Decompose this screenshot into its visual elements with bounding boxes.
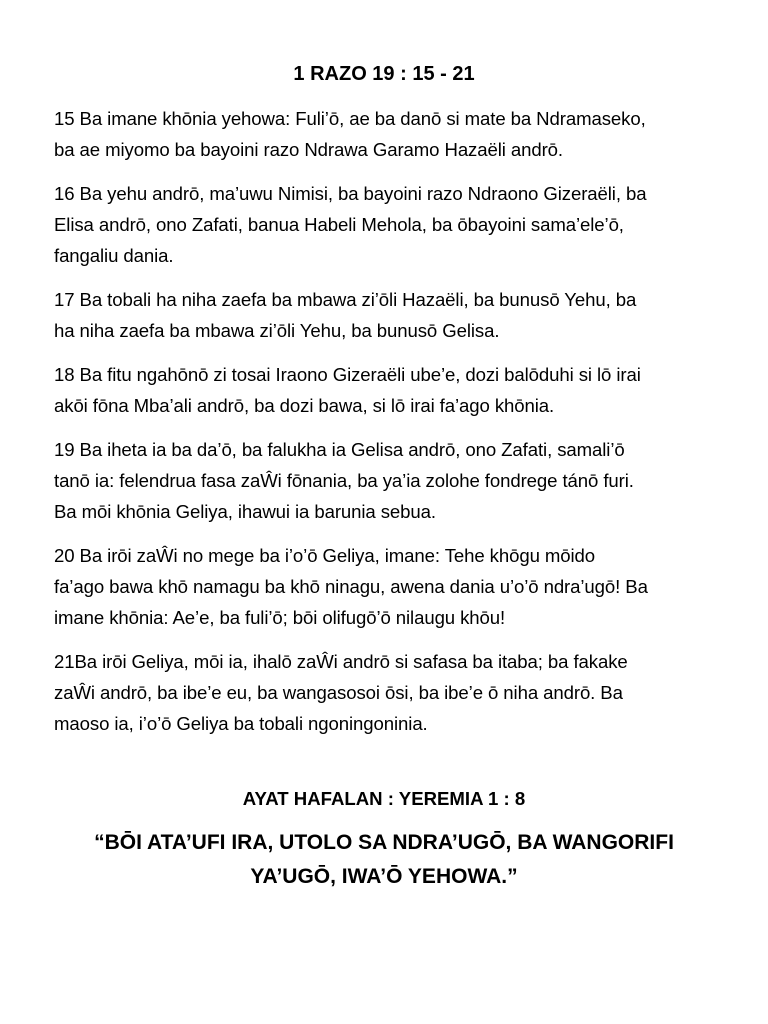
verse-list: [54, 103, 730, 752]
verse-21: 21Ba irōi Geliya, mōi ia, ihalō zaŴi andrō si safasa ba itaba; ba fakake zaŴi andrō, ba ibe’e eu, ba wangasosoi ōsi, ba ibe’e ō niha andrō. Ba maoso ia, i’o’ō Geliya ba tobali ngoningoninia.: [54, 651, 628, 734]
page-title: 1 RAZO 19 : 15 - 21: [293, 63, 475, 85]
verse-16: 16 Ba yehu andrō, ma’uwu Nimisi, ba bayoini razo Ndraono Gizeraëli, ba Elisa andrō, ono Zafati, banua Habeli Mehola, ba ōbayoini sama’ele’ō, fangaliu dania.: [54, 183, 647, 266]
verse-17: 17 Ba tobali ha niha zaefa ba mbawa zi’ōli Hazaëli, ba bunusō Yehu, ba ha niha zaefa ba mbawa zi’ōli Yehu, ba bunusō Gelisa.: [54, 289, 637, 341]
verse-20: 20 Ba irōi zaŴi no mege ba i’o’ō Geliya, imane: Tehe khōgu mōido fa’ago bawa khō namagu ba khō ninagu, awena dania u’o’ō ndra’ugō! Ba imane khōnia: Ae’e, ba fuli’ō; bōi olifugō’ō nilaugu khōu!: [54, 545, 648, 628]
verse-19: 19 Ba iheta ia ba da’ō, ba falukha ia Gelisa andrō, ono Zafati, samali’ō tanō ia: felendrua fasa zaŴi fōnania, ba ya’ia zolohe fondrege tánō furi. Ba mōi khōnia Geliya, ihawui ia barunia sebua.: [54, 439, 634, 522]
verse-15: 15 Ba imane khōnia yehowa: Fuli’ō, ae ba danō si mate ba Ndramaseko, ba ae miyomo ba bayoini razo Ndrawa Garamo Hazaëli andrō.: [54, 108, 646, 160]
verse-18: 18 Ba fitu ngahōnō zi tosai Iraono Gizeraëli ube’e, dozi balōduhi si lō irai akōi fōna Mba’ali andrō, ba dozi bawa, si lō irai fa’ago khōnia.: [54, 364, 641, 416]
memory-verse-text: “BŌI ATA’UFI IRA, UTOLO SA NDRA’UGŌ, BA WANGORIFI YA’UGŌ, IWA’Ō YEHOWA.”: [94, 831, 674, 888]
memory-verse-heading: AYAT HAFALAN : YEREMIA 1 : 8: [242, 788, 526, 809]
